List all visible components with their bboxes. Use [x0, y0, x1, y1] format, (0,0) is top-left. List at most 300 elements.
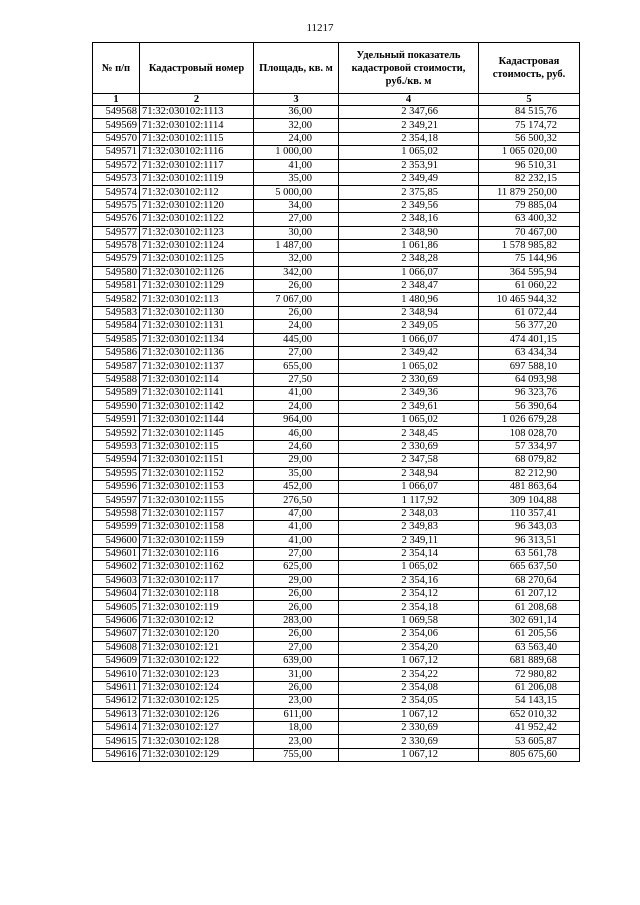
area-cell: 32,00 — [254, 119, 339, 132]
cadastral-value-cell: 1 026 679,28 — [479, 413, 580, 426]
specific-value-cell: 2 375,85 — [339, 186, 479, 199]
area-cell: 7 067,00 — [254, 293, 339, 306]
specific-value-cell: 1 066,07 — [339, 333, 479, 346]
area-cell: 964,00 — [254, 413, 339, 426]
cadastral-value-cell: 697 588,10 — [479, 360, 580, 373]
table-row — [93, 668, 580, 681]
area-cell: 1 487,00 — [254, 239, 339, 252]
row-number-cell: 549597 — [93, 494, 140, 507]
table-row — [93, 132, 580, 145]
row-number-cell: 549605 — [93, 601, 140, 614]
cadastral-number-cell: 71:32:030102:115 — [140, 440, 254, 453]
area-cell: 46,00 — [254, 427, 339, 440]
specific-value-cell: 1 065,02 — [339, 360, 479, 373]
specific-value-cell: 2 349,61 — [339, 400, 479, 413]
cadastral-value-cell: 681 889,68 — [479, 655, 580, 668]
table-row — [93, 320, 580, 333]
specific-value-cell: 2 354,06 — [339, 628, 479, 641]
area-cell: 35,00 — [254, 172, 339, 185]
table-row — [93, 561, 580, 574]
specific-value-cell: 2 330,69 — [339, 373, 479, 386]
specific-value-cell: 2 348,03 — [339, 507, 479, 520]
cadastral-value-cell: 63 434,34 — [479, 347, 580, 360]
row-number-cell: 549586 — [93, 347, 140, 360]
table-row — [93, 748, 580, 761]
cadastral-number-cell: 71:32:030102:129 — [140, 748, 254, 761]
cadastral-number-cell: 71:32:030102:1126 — [140, 266, 254, 279]
area-cell: 342,00 — [254, 266, 339, 279]
area-cell: 283,00 — [254, 614, 339, 627]
area-cell: 30,00 — [254, 226, 339, 239]
cadastral-number-cell: 71:32:030102:1122 — [140, 213, 254, 226]
table-row — [93, 601, 580, 614]
area-cell: 24,00 — [254, 400, 339, 413]
row-number-cell: 549585 — [93, 333, 140, 346]
specific-value-cell: 1 065,02 — [339, 561, 479, 574]
cadastral-value-cell: 63 400,32 — [479, 213, 580, 226]
cadastral-value-cell: 75 174,72 — [479, 119, 580, 132]
cadastral-number-cell: 71:32:030102:123 — [140, 668, 254, 681]
row-number-cell: 549596 — [93, 480, 140, 493]
specific-value-cell: 2 348,16 — [339, 213, 479, 226]
specific-value-cell: 1 065,02 — [339, 146, 479, 159]
cadastral-number-cell: 71:32:030102:1151 — [140, 454, 254, 467]
cadastral-value-cell: 96 323,76 — [479, 387, 580, 400]
page-number: 11217 — [306, 22, 334, 34]
area-cell: 5 000,00 — [254, 186, 339, 199]
cadastral-value-cell: 57 334,97 — [479, 440, 580, 453]
table-row — [93, 400, 580, 413]
table-row — [93, 306, 580, 319]
cadastral-value-cell: 302 691,14 — [479, 614, 580, 627]
area-cell: 452,00 — [254, 480, 339, 493]
cadastral-value-cell: 68 270,64 — [479, 574, 580, 587]
table-row — [93, 480, 580, 493]
cadastral-value-cell: 79 885,04 — [479, 199, 580, 212]
row-number-cell: 549612 — [93, 695, 140, 708]
cadastral-value-cell: 481 863,64 — [479, 480, 580, 493]
cadastral-value-cell: 61 205,56 — [479, 628, 580, 641]
row-number-cell: 549606 — [93, 614, 140, 627]
cadastral-number-cell: 71:32:030102:1158 — [140, 521, 254, 534]
table-row — [93, 494, 580, 507]
row-number-cell: 549578 — [93, 239, 140, 252]
cadastral-value-cell: 63 563,40 — [479, 641, 580, 654]
cadastral-value-cell: 1 578 985,82 — [479, 239, 580, 252]
table-row — [93, 226, 580, 239]
row-number-cell: 549568 — [93, 106, 140, 119]
row-number-cell: 549593 — [93, 440, 140, 453]
cadastral-number-cell: 71:32:030102:1145 — [140, 427, 254, 440]
cadastral-value-cell: 56 390,64 — [479, 400, 580, 413]
row-number-cell: 549579 — [93, 253, 140, 266]
row-number-cell: 549616 — [93, 748, 140, 761]
area-cell: 29,00 — [254, 454, 339, 467]
table-row — [93, 266, 580, 279]
row-number-cell: 549572 — [93, 159, 140, 172]
cadastral-value-cell: 70 467,00 — [479, 226, 580, 239]
row-number-cell: 549577 — [93, 226, 140, 239]
specific-value-cell: 2 354,20 — [339, 641, 479, 654]
cadastral-number-cell: 71:32:030102:12 — [140, 614, 254, 627]
table-row — [93, 467, 580, 480]
cadastral-number-cell: 71:32:030102:1130 — [140, 306, 254, 319]
specific-value-cell: 2 354,12 — [339, 588, 479, 601]
specific-value-cell: 1 480,96 — [339, 293, 479, 306]
row-number-cell: 549573 — [93, 172, 140, 185]
cadastral-value-cell: 474 401,15 — [479, 333, 580, 346]
specific-value-cell: 2 349,49 — [339, 172, 479, 185]
table-row — [93, 588, 580, 601]
specific-value-cell: 2 348,28 — [339, 253, 479, 266]
table-row — [93, 708, 580, 721]
cadastral-value-cell: 652 010,32 — [479, 708, 580, 721]
specific-value-cell: 1 061,86 — [339, 239, 479, 252]
cadastral-value-cell: 61 208,68 — [479, 601, 580, 614]
cadastral-number-cell: 71:32:030102:113 — [140, 293, 254, 306]
area-cell: 26,00 — [254, 601, 339, 614]
specific-value-cell: 1 065,02 — [339, 413, 479, 426]
row-number-cell: 549592 — [93, 427, 140, 440]
cadastral-value-cell: 11 879 250,00 — [479, 186, 580, 199]
row-number-cell: 549581 — [93, 280, 140, 293]
area-cell: 23,00 — [254, 695, 339, 708]
area-cell: 41,00 — [254, 387, 339, 400]
specific-value-cell: 2 348,45 — [339, 427, 479, 440]
area-cell: 27,50 — [254, 373, 339, 386]
cadastral-number-cell: 71:32:030102:1134 — [140, 333, 254, 346]
table-row — [93, 333, 580, 346]
specific-value-cell: 2 349,56 — [339, 199, 479, 212]
area-cell: 26,00 — [254, 681, 339, 694]
area-cell: 625,00 — [254, 561, 339, 574]
row-number-cell: 549609 — [93, 655, 140, 668]
header-area: Площадь, кв. м — [254, 43, 339, 94]
row-number-cell: 549610 — [93, 668, 140, 681]
area-cell: 445,00 — [254, 333, 339, 346]
area-cell: 41,00 — [254, 521, 339, 534]
row-number-cell: 549582 — [93, 293, 140, 306]
cadastral-number-cell: 71:32:030102:125 — [140, 695, 254, 708]
specific-value-cell: 2 354,16 — [339, 574, 479, 587]
cadastral-value-cell: 61 207,12 — [479, 588, 580, 601]
table-row — [93, 695, 580, 708]
specific-value-cell: 2 349,11 — [339, 534, 479, 547]
column-number-row — [93, 94, 580, 106]
cadastral-number-cell: 71:32:030102:1117 — [140, 159, 254, 172]
cadastral-value-cell: 63 561,78 — [479, 547, 580, 560]
table-row — [93, 735, 580, 748]
cadastral-number-cell: 71:32:030102:127 — [140, 721, 254, 734]
cadastral-value-cell: 364 595,94 — [479, 266, 580, 279]
row-number-cell: 549574 — [93, 186, 140, 199]
specific-value-cell: 1 066,07 — [339, 480, 479, 493]
cadastral-value-cell: 61 206,08 — [479, 681, 580, 694]
area-cell: 41,00 — [254, 159, 339, 172]
row-number-cell: 549613 — [93, 708, 140, 721]
specific-value-cell: 2 348,47 — [339, 280, 479, 293]
row-number-cell: 549600 — [93, 534, 140, 547]
table-row — [93, 413, 580, 426]
area-cell: 27,00 — [254, 547, 339, 560]
cadastral-number-cell: 71:32:030102:1119 — [140, 172, 254, 185]
row-number-cell: 549595 — [93, 467, 140, 480]
cadastral-value-cell: 56 500,32 — [479, 132, 580, 145]
table-row — [93, 159, 580, 172]
cadastral-number-cell: 71:32:030102:119 — [140, 601, 254, 614]
specific-value-cell: 2 354,05 — [339, 695, 479, 708]
specific-value-cell: 1 117,92 — [339, 494, 479, 507]
cadastral-value-cell: 56 377,20 — [479, 320, 580, 333]
area-cell: 655,00 — [254, 360, 339, 373]
specific-value-cell: 2 348,90 — [339, 226, 479, 239]
cadastral-value-cell: 75 144,96 — [479, 253, 580, 266]
cadastral-value-cell: 108 028,70 — [479, 427, 580, 440]
area-cell: 47,00 — [254, 507, 339, 520]
cadastral-value-cell: 10 465 944,32 — [479, 293, 580, 306]
cadastral-number-cell: 71:32:030102:1162 — [140, 561, 254, 574]
cadastral-number-cell: 71:32:030102:120 — [140, 628, 254, 641]
specific-value-cell: 2 349,83 — [339, 521, 479, 534]
cadastral-number-cell: 71:32:030102:1142 — [140, 400, 254, 413]
area-cell: 41,00 — [254, 534, 339, 547]
specific-value-cell: 2 330,69 — [339, 735, 479, 748]
cadastral-number-cell: 71:32:030102:124 — [140, 681, 254, 694]
table-row — [93, 721, 580, 734]
area-cell: 34,00 — [254, 199, 339, 212]
row-number-cell: 549594 — [93, 454, 140, 467]
column-number: 5 — [479, 94, 580, 106]
cadastral-number-cell: 71:32:030102:1137 — [140, 360, 254, 373]
table-row — [93, 199, 580, 212]
table-row — [93, 186, 580, 199]
cadastral-value-cell: 41 952,42 — [479, 721, 580, 734]
cadastral-number-cell: 71:32:030102:1116 — [140, 146, 254, 159]
cadastral-number-cell: 71:32:030102:1120 — [140, 199, 254, 212]
cadastral-number-cell: 71:32:030102:1157 — [140, 507, 254, 520]
area-cell: 32,00 — [254, 253, 339, 266]
table-row — [93, 253, 580, 266]
area-cell: 35,00 — [254, 467, 339, 480]
cadastral-value-cell: 96 510,31 — [479, 159, 580, 172]
cadastral-number-cell: 71:32:030102:1141 — [140, 387, 254, 400]
specific-value-cell: 2 354,14 — [339, 547, 479, 560]
cadastral-number-cell: 71:32:030102:1152 — [140, 467, 254, 480]
table-row — [93, 119, 580, 132]
row-number-cell: 549603 — [93, 574, 140, 587]
area-cell: 639,00 — [254, 655, 339, 668]
table-row — [93, 534, 580, 547]
cadastral-number-cell: 71:32:030102:1124 — [140, 239, 254, 252]
specific-value-cell: 2 349,21 — [339, 119, 479, 132]
cadastral-number-cell: 71:32:030102:1129 — [140, 280, 254, 293]
cadastral-number-cell: 71:32:030102:1114 — [140, 119, 254, 132]
table-row — [93, 387, 580, 400]
area-cell: 24,00 — [254, 132, 339, 145]
area-cell: 276,50 — [254, 494, 339, 507]
header-row — [93, 43, 580, 94]
table-row — [93, 146, 580, 159]
table-row — [93, 614, 580, 627]
table-row — [93, 655, 580, 668]
specific-value-cell: 1 067,12 — [339, 748, 479, 761]
specific-value-cell: 2 330,69 — [339, 440, 479, 453]
specific-value-cell: 2 348,94 — [339, 306, 479, 319]
cadastral-value-cell: 665 637,50 — [479, 561, 580, 574]
header-specific-value: Удельный показатель кадастровой стоимости, руб./кв. м — [339, 43, 479, 94]
area-cell: 23,00 — [254, 735, 339, 748]
row-number-cell: 549584 — [93, 320, 140, 333]
specific-value-cell: 2 354,08 — [339, 681, 479, 694]
area-cell: 755,00 — [254, 748, 339, 761]
area-cell: 24,60 — [254, 440, 339, 453]
area-cell: 18,00 — [254, 721, 339, 734]
specific-value-cell: 1 069,58 — [339, 614, 479, 627]
cadastral-value-cell: 53 605,87 — [479, 735, 580, 748]
cadastral-value-cell: 82 232,15 — [479, 172, 580, 185]
table-row — [93, 360, 580, 373]
cadastral-value-cell: 72 980,82 — [479, 668, 580, 681]
table-row — [93, 521, 580, 534]
cadastral-number-cell: 71:32:030102:116 — [140, 547, 254, 560]
row-number-cell: 549583 — [93, 306, 140, 319]
specific-value-cell: 2 348,94 — [339, 467, 479, 480]
cadastral-number-cell: 71:32:030102:1125 — [140, 253, 254, 266]
cadastral-number-cell: 71:32:030102:121 — [140, 641, 254, 654]
table-row — [93, 172, 580, 185]
row-number-cell: 549608 — [93, 641, 140, 654]
row-number-cell: 549602 — [93, 561, 140, 574]
column-number: 2 — [140, 94, 254, 106]
specific-value-cell: 2 347,66 — [339, 106, 479, 119]
row-number-cell: 549590 — [93, 400, 140, 413]
table-row — [93, 628, 580, 641]
cadastral-value-cell: 54 143,15 — [479, 695, 580, 708]
cadastral-number-cell: 71:32:030102:118 — [140, 588, 254, 601]
table-row — [93, 239, 580, 252]
table-row — [93, 574, 580, 587]
row-number-cell: 549575 — [93, 199, 140, 212]
table-row — [93, 427, 580, 440]
table-row — [93, 293, 580, 306]
area-cell: 24,00 — [254, 320, 339, 333]
specific-value-cell: 2 354,18 — [339, 132, 479, 145]
row-number-cell: 549611 — [93, 681, 140, 694]
area-cell: 26,00 — [254, 280, 339, 293]
row-number-cell: 549614 — [93, 721, 140, 734]
table-row — [93, 641, 580, 654]
cadastral-value-table — [92, 42, 580, 762]
cadastral-value-cell: 96 343,03 — [479, 521, 580, 534]
specific-value-cell: 1 066,07 — [339, 266, 479, 279]
cadastral-value-cell: 64 093,98 — [479, 373, 580, 386]
row-number-cell: 549604 — [93, 588, 140, 601]
cadastral-value-cell: 61 060,22 — [479, 280, 580, 293]
cadastral-value-cell: 82 212,90 — [479, 467, 580, 480]
column-number: 4 — [339, 94, 479, 106]
header-cadastral-value: Кадастровая стоимость, руб. — [479, 43, 580, 94]
area-cell: 27,00 — [254, 347, 339, 360]
table-row — [93, 681, 580, 694]
cadastral-value-cell: 61 072,44 — [479, 306, 580, 319]
cadastral-number-cell: 71:32:030102:1144 — [140, 413, 254, 426]
table-row — [93, 440, 580, 453]
cadastral-value-cell: 84 515,76 — [479, 106, 580, 119]
specific-value-cell: 2 349,05 — [339, 320, 479, 333]
table-row — [93, 373, 580, 386]
cadastral-number-cell: 71:32:030102:114 — [140, 373, 254, 386]
cadastral-number-cell: 71:32:030102:1153 — [140, 480, 254, 493]
table-body — [93, 106, 580, 762]
cadastral-value-cell: 96 313,51 — [479, 534, 580, 547]
cadastral-value-cell: 110 357,41 — [479, 507, 580, 520]
specific-value-cell: 1 067,12 — [339, 655, 479, 668]
table-row — [93, 507, 580, 520]
area-cell: 27,00 — [254, 213, 339, 226]
specific-value-cell: 2 330,69 — [339, 721, 479, 734]
column-number: 1 — [93, 94, 140, 106]
area-cell: 26,00 — [254, 306, 339, 319]
cadastral-number-cell: 71:32:030102:1155 — [140, 494, 254, 507]
cadastral-number-cell: 71:32:030102:117 — [140, 574, 254, 587]
cadastral-number-cell: 71:32:030102:1123 — [140, 226, 254, 239]
row-number-cell: 549587 — [93, 360, 140, 373]
specific-value-cell: 2 354,22 — [339, 668, 479, 681]
row-number-cell: 549599 — [93, 521, 140, 534]
table-row — [93, 106, 580, 119]
row-number-cell: 549607 — [93, 628, 140, 641]
cadastral-number-cell: 71:32:030102:1113 — [140, 106, 254, 119]
cadastral-number-cell: 71:32:030102:1159 — [140, 534, 254, 547]
cadastral-number-cell: 71:32:030102:1136 — [140, 347, 254, 360]
cadastral-number-cell: 71:32:030102:1115 — [140, 132, 254, 145]
row-number-cell: 549569 — [93, 119, 140, 132]
area-cell: 29,00 — [254, 574, 339, 587]
area-cell: 36,00 — [254, 106, 339, 119]
header-row-number: № п/п — [93, 43, 140, 94]
area-cell: 26,00 — [254, 628, 339, 641]
specific-value-cell: 2 349,36 — [339, 387, 479, 400]
cadastral-number-cell: 71:32:030102:128 — [140, 735, 254, 748]
cadastral-value-cell: 805 675,60 — [479, 748, 580, 761]
table-row — [93, 213, 580, 226]
column-number: 3 — [254, 94, 339, 106]
specific-value-cell: 2 353,91 — [339, 159, 479, 172]
area-cell: 611,00 — [254, 708, 339, 721]
specific-value-cell: 1 067,12 — [339, 708, 479, 721]
table-row — [93, 454, 580, 467]
specific-value-cell: 2 347,58 — [339, 454, 479, 467]
row-number-cell: 549615 — [93, 735, 140, 748]
table-row — [93, 347, 580, 360]
row-number-cell: 549580 — [93, 266, 140, 279]
row-number-cell: 549576 — [93, 213, 140, 226]
table-row — [93, 280, 580, 293]
row-number-cell: 549588 — [93, 373, 140, 386]
cadastral-value-cell: 68 079,82 — [479, 454, 580, 467]
area-cell: 27,00 — [254, 641, 339, 654]
area-cell: 1 000,00 — [254, 146, 339, 159]
row-number-cell: 549591 — [93, 413, 140, 426]
specific-value-cell: 2 349,42 — [339, 347, 479, 360]
cadastral-number-cell: 71:32:030102:1131 — [140, 320, 254, 333]
cadastral-value-cell: 309 104,88 — [479, 494, 580, 507]
cadastral-number-cell: 71:32:030102:112 — [140, 186, 254, 199]
cadastral-number-cell: 71:32:030102:122 — [140, 655, 254, 668]
area-cell: 26,00 — [254, 588, 339, 601]
specific-value-cell: 2 354,18 — [339, 601, 479, 614]
header-cadastral-number: Кадастровый номер — [140, 43, 254, 94]
